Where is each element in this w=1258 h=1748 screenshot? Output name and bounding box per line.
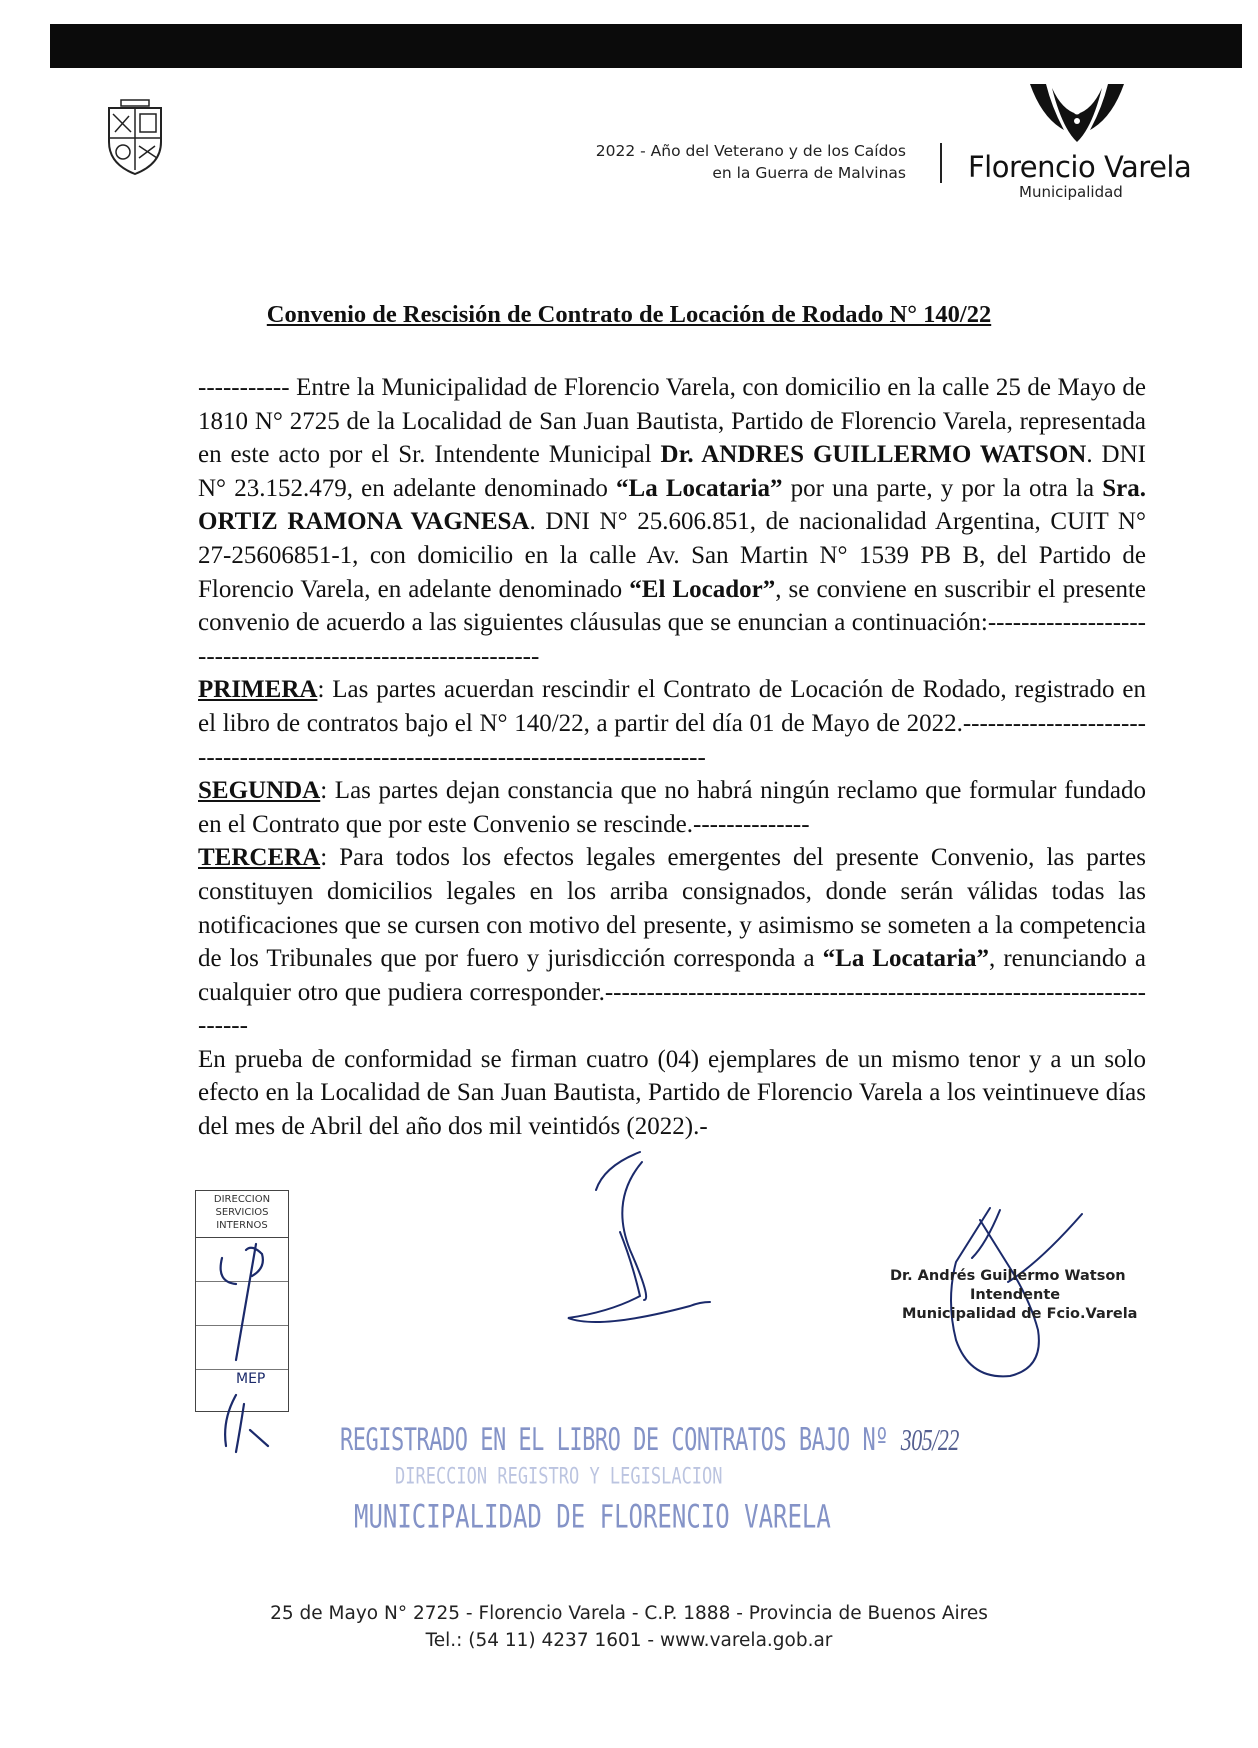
locador-signature-icon [568,1152,710,1322]
stamp-box-line2: SERVICIOS [215,1207,269,1218]
registry-number: 305/22 [900,1422,959,1457]
intendente-name: Dr. ANDRES GUILLERMO WATSON [660,441,1087,469]
clause-segunda-text: : Las partes dejan constancia que no habrá ningún reclamo que formular fundado en el Contrato que por este Convenio se rescinde.-------------- [198,777,1146,838]
signatory-role: Intendente [970,1287,1061,1303]
florencio-varela-logo-icon [1022,78,1132,158]
stamp-box-row [196,1282,288,1326]
clause-tercera-text-1: : Para todos los efectos legales emergentes del presente Convenio, las partes constituyen domicilios legales en los arriba consignados, donde serán válidas todas las notificaciones que se cursen con motivo del presente, y asimismo se someten a la competencia de los Tribunales que por fuero y jurisdicción corresponda a [198,844,1146,973]
year-note-line2: en la Guerra de Malvinas [712,164,906,182]
signatory-block [880,1267,1138,1324]
registry-stamp-line3: MUNICIPALIDAD DE FLORENCIO VARELA [354,1498,831,1536]
initials-stamp-box [195,1190,289,1412]
clause-segunda-label: SEGUNDA [198,777,321,805]
intro-text-3: por una parte, y por la otra la [782,474,1103,502]
year-note-line1: 2022 - Año del Veterano y de los Caídos [595,142,906,160]
intro-text-4: . DNI N° 25.606.851, de nacionalidad Argentina, CUIT N° 27-25606851-1, con domicilio en la calle Av. San Martin N° 1539 PB B, del Partido de Florencio Varela, en adelante denominado [198,508,1146,603]
stamp-box-line1: DIRECCION [213,1194,271,1205]
page-footer [0,1600,1258,1654]
coat-of-arms-icon [103,98,167,176]
clause-segunda [198,774,1146,841]
tercera-locataria-term: “La Locataria” [822,945,990,973]
year-note [480,140,906,184]
intro-text-2: . DNI N° 23.152.479, en adelante denominado [198,441,1146,502]
intro-paragraph [198,371,1146,673]
intro-text-5: , se conviene en suscribir el presente convenio de acuerdo a las siguientes cláusulas que se enuncian a continuación:------------------------------------------------------------ [198,575,1146,670]
clause-primera-text: : Las partes acuerdan rescindir el Contrato de Locación de Rodado, registrado en el libro de contratos bajo el N° 140/22, a partir del día 01 de Mayo de 2022.----------------------------------------------------------------------------------- [198,676,1146,771]
header-separator [940,143,942,183]
signatory-name: Dr. Andrés Guillermo Watson [890,1268,1126,1284]
stamp-box-line3: INTERNOS [216,1220,268,1231]
clause-tercera [198,841,1146,1043]
signatory-entity: Municipalidad de Fcio.Varela [902,1306,1138,1322]
scan-top-bar [50,24,1242,68]
locataria-term: “La Locataria” [616,474,783,502]
brand-name: Florencio Varela [968,150,1192,184]
registry-stamp [340,1422,959,1536]
stamp-box-row [196,1238,288,1282]
locador-name: Sra. ORTIZ RAMONA VAGNESA [198,474,1146,536]
clause-primera-label: PRIMERA [198,676,318,704]
closing-paragraph: En prueba de conformidad se firman cuatro (04) ejemplares de un mismo tenor y a un solo efecto en la Localidad de San Juan Bautista, Partido de Florencio Varela a los veintinueve días del mes de Abril del año dos mil veintidós (2022).- [198,1045,1146,1141]
intro-text-1: ----------- Entre la Municipalidad de Florencio Varela, con domicilio en la calle 25 de Mayo de 1810 N° 2725 de la Localidad de San Juan Bautista, Partido de Florencio Varela, representada en este acto por el Sr. Intendente Municipal [198,374,1146,469]
stamp-box-initials: MEP [236,1371,266,1387]
locador-term: “El Locador” [629,575,776,603]
clause-primera [198,673,1146,774]
stamp-box-row [196,1326,288,1370]
initials-stamp-header [196,1191,288,1238]
footer-address: 25 de Mayo N° 2725 - Florencio Varela - C.P. 1888 - Provincia de Buenos Aires [270,1603,988,1624]
registry-stamp-line1 [340,1422,959,1459]
clause-tercera-text-2: , renunciando a cualquier otro que pudiera corresponder.----------------------------------------------------------------------- [198,945,1147,1040]
document-body [198,371,1146,1144]
document-title: Convenio de Rescisión de Contrato de Locación de Rodado N° 140/22 [266,301,992,328]
footer-contact: Tel.: (54 11) 4237 1601 - www.varela.gob.ar [425,1630,833,1651]
brand-subtitle: Municipalidad [1019,183,1123,201]
registry-stamp-line2: DIRECCION REGISTRO Y LEGISLACION [395,1464,723,1490]
registry-stamp-text: REGISTRADO EN EL LIBRO DE CONTRATOS BAJO Nº [340,1423,889,1459]
clause-tercera-label: TERCERA [198,844,321,872]
